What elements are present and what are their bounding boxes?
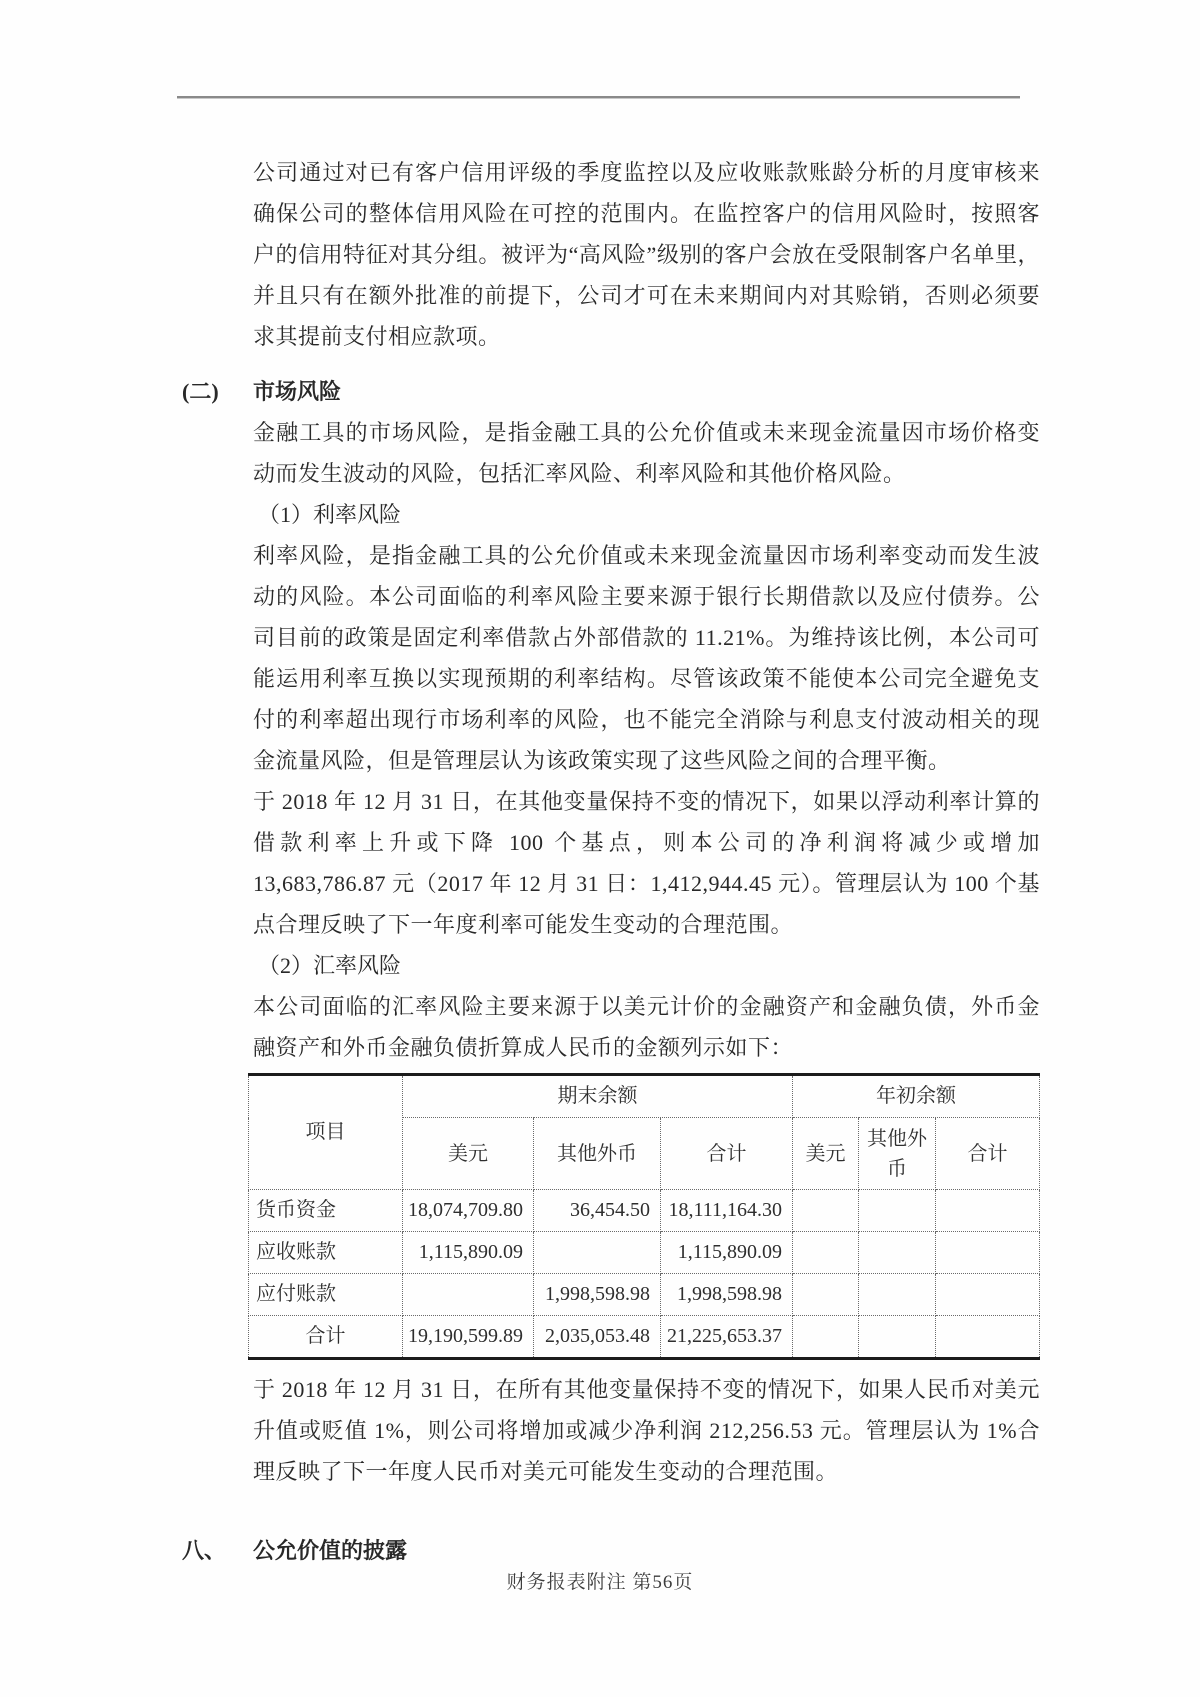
section-title: 公允价值的披露 <box>253 1538 408 1563</box>
cell-other-end: 2,035,053.48 <box>534 1316 661 1359</box>
cell-usd-end: 18,074,709.80 <box>403 1190 534 1232</box>
credit-risk-paragraph: 公司通过对已有客户信用评级的季度监控以及应收账款账龄分析的月度审核来确保公司的整体信用风险在可控的范围内。在监控客户的信用风险时，按照客户的信用特征对其分组。被评为“高风险”级别的客户会放在受限制客户名单里，并且只有在额外批准的前提下，公司才可在未来期间内对其赊销，否则必须要求其提前支付相应款项。 <box>253 160 1040 349</box>
row-label: 应付账款 <box>249 1274 403 1316</box>
cell-usd-end <box>403 1274 534 1316</box>
table-row-cash <box>249 1190 1040 1232</box>
subtitle-exchange-rate-risk: （2）汇率风险 <box>258 953 402 978</box>
cell-other-end: 36,454.50 <box>534 1190 661 1232</box>
cell-other-end: 1,998,598.98 <box>534 1274 661 1316</box>
cell-usd-end: 19,190,599.89 <box>403 1316 534 1359</box>
foreign-currency-table-wrapper <box>248 1073 1040 1360</box>
row-label: 货币资金 <box>249 1190 403 1232</box>
cell-usd-begin <box>793 1316 859 1359</box>
table-header-row-groups <box>249 1075 1040 1118</box>
cell-usd-begin <box>793 1232 859 1274</box>
row-label: 应收账款 <box>249 1232 403 1274</box>
page-content <box>182 0 1040 1571</box>
cell-usd-begin <box>793 1190 859 1232</box>
column-header-total-end: 合计 <box>661 1118 793 1190</box>
column-header-other-end: 其他外币 <box>534 1118 661 1190</box>
section-title: 市场风险 <box>253 379 342 404</box>
column-header-usd-begin: 美元 <box>793 1118 859 1190</box>
cell-other-begin <box>859 1316 936 1359</box>
interest-rate-risk-paragraph-2: 于 2018 年 12 月 31 日，在其他变量保持不变的情况下，如果以浮动利率计算的借款利率上升或下降 100 个基点，则本公司的净利润将减少或增加 13,683,786.87 元（2017 年 12 月 31 日：1,412,944.45 元）。管理层认为 100 个基点合理反映了下一年度利率可能发生变动的合理范围。 <box>253 789 1040 937</box>
cell-other-end <box>534 1232 661 1274</box>
cell-total-begin <box>936 1232 1040 1274</box>
table-row-receivables <box>249 1232 1040 1274</box>
column-header-item: 项目 <box>249 1075 403 1190</box>
cell-other-begin <box>859 1190 936 1232</box>
subtitle-interest-rate-risk: （1）利率风险 <box>258 502 402 527</box>
cell-usd-end: 1,115,890.09 <box>403 1232 534 1274</box>
cell-total-end: 1,998,598.98 <box>661 1274 793 1316</box>
column-header-other-begin: 其他外币 <box>859 1118 936 1190</box>
foreign-currency-table <box>248 1073 1040 1360</box>
interest-rate-risk-paragraph-1: 利率风险，是指金融工具的公允价值或未来现金流量因市场利率变动而发生波动的风险。本公司面临的利率风险主要来源于银行长期借款以及应付债券。公司目前的政策是固定利率借款占外部借款的 11.21%。为维持该比例，本公司可能运用利率互换以实现预期的利率结构。尽管该政策不能使本公司完全避免支付的利率超出现行市场利率的风险，也不能完全消除与利息支付波动相关的现金流量风险，但是管理层认为该政策实现了这些风险之间的合理平衡。 <box>253 543 1040 773</box>
cell-total-end: 1,115,890.09 <box>661 1232 793 1274</box>
column-group-period-begin: 年初余额 <box>793 1075 1040 1118</box>
section-heading-fair-value <box>182 1530 1040 1571</box>
cell-total-begin <box>936 1190 1040 1232</box>
page-footer: 财务报表附注 第56页 <box>506 1572 694 1593</box>
cell-total-end: 21,225,653.37 <box>661 1316 793 1359</box>
table-row-payables <box>249 1274 1040 1316</box>
table-row-total <box>249 1316 1040 1359</box>
cell-total-end: 18,111,164.30 <box>661 1190 793 1232</box>
column-group-period-end: 期末余额 <box>403 1075 793 1118</box>
cell-total-begin <box>936 1316 1040 1359</box>
section-number: 八、 <box>182 1538 227 1563</box>
exchange-rate-risk-paragraph-1: 本公司面临的汇率风险主要来源于以美元计价的金融资产和金融负债，外币金融资产和外币金融负债折算成人民币的金额列示如下： <box>253 994 1040 1060</box>
column-header-usd-end: 美元 <box>403 1118 534 1190</box>
column-header-total-begin: 合计 <box>936 1118 1040 1190</box>
market-risk-intro-paragraph: 金融工具的市场风险，是指金融工具的公允价值或未来现金流量因市场价格变动而发生波动的风险，包括汇率风险、利率风险和其他价格风险。 <box>253 420 1040 486</box>
cell-total-begin <box>936 1274 1040 1316</box>
cell-other-begin <box>859 1274 936 1316</box>
cell-other-begin <box>859 1232 936 1274</box>
exchange-rate-risk-paragraph-2: 于 2018 年 12 月 31 日，在所有其他变量保持不变的情况下，如果人民币对美元升值或贬值 1%，则公司将增加或减少净利润 212,256.53 元。管理层认为 1%合理反映了下一年度人民币对美元可能发生变动的合理范围。 <box>253 1377 1040 1484</box>
section-heading-market-risk <box>182 371 1040 412</box>
cell-usd-begin <box>793 1274 859 1316</box>
section-number: (二) <box>182 379 219 404</box>
row-label: 合计 <box>249 1316 403 1359</box>
